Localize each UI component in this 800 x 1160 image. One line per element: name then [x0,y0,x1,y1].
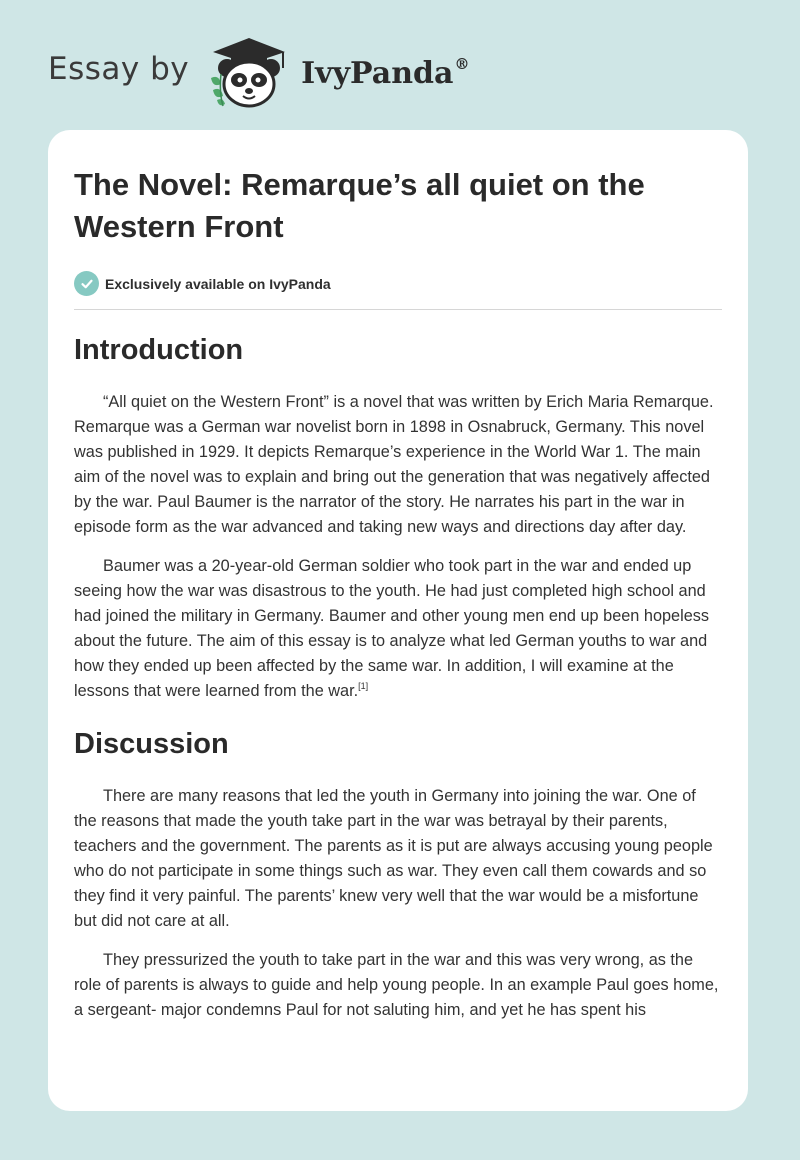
exclusive-label: Exclusively available on IvyPanda [105,275,331,292]
essay-title: The Novel: Remarque’s all quiet on the Western Front [74,167,645,244]
paragraph: “All quiet on the Western Front” is a novel that was written by Erich Maria Remarque. Remarque was a German war novelist born in 1898 in Osnabruck, Germany. This novel was published in 1929. It depicts Remarque’s experience in the World War 1. The main aim of the novel was to explain and bring out the generation that was negatively affected by the war. Paul Baumer is the narrator of the story. He narrates his part in the war in episode form as the war advanced and taking new ways and directions day after day. [74,393,714,536]
exclusive-badge [74,271,722,310]
check-icon [74,271,99,296]
section-heading-discussion: Discussion [74,728,229,760]
ivypanda-logo-icon[interactable] [203,34,295,110]
brand-text[interactable]: IvyPanda [301,56,454,91]
registered-mark: ® [454,55,470,73]
essay-card [48,130,748,1111]
paragraph [74,554,722,704]
footnote-ref[interactable]: [1] [358,681,369,691]
paragraph: There are many reasons that led the youth in Germany into joining the war. One of the reasons that made the youth take part in the war was betrayal by their parents, teachers and the government. The parents as it is put are always accusing young people who do not participate in some things such as war. They even call them cowards and so they find it very painful. The parents’ knew very well that the war would be a misfortune but did not care at all. [74,787,713,930]
site-header [48,34,469,110]
section-heading-introduction: Introduction [74,334,244,366]
essay-by-label: Essay by [48,51,190,87]
brand-name[interactable] [301,55,469,91]
paragraph: They pressurized the youth to take part in the war and this was very wrong, as the role of parents is always to guide and help young people. In an example Paul goes home, a sergeant- major condemns Paul for not saluting him, and yet he has spent his [74,951,719,1019]
paragraph-text: Baumer was a 20-year-old German soldier who took part in the war and ended up seeing how the war was disastrous to the youth. He had just completed high school and had joined the military in Germany. Baumer and other young men end up been hopeless about the future. The aim of this essay is to analyze what led German youths to war and how they ended up been affected by the same war. In addition, I will examine at the lessons that were learned from the war. [74,557,710,700]
